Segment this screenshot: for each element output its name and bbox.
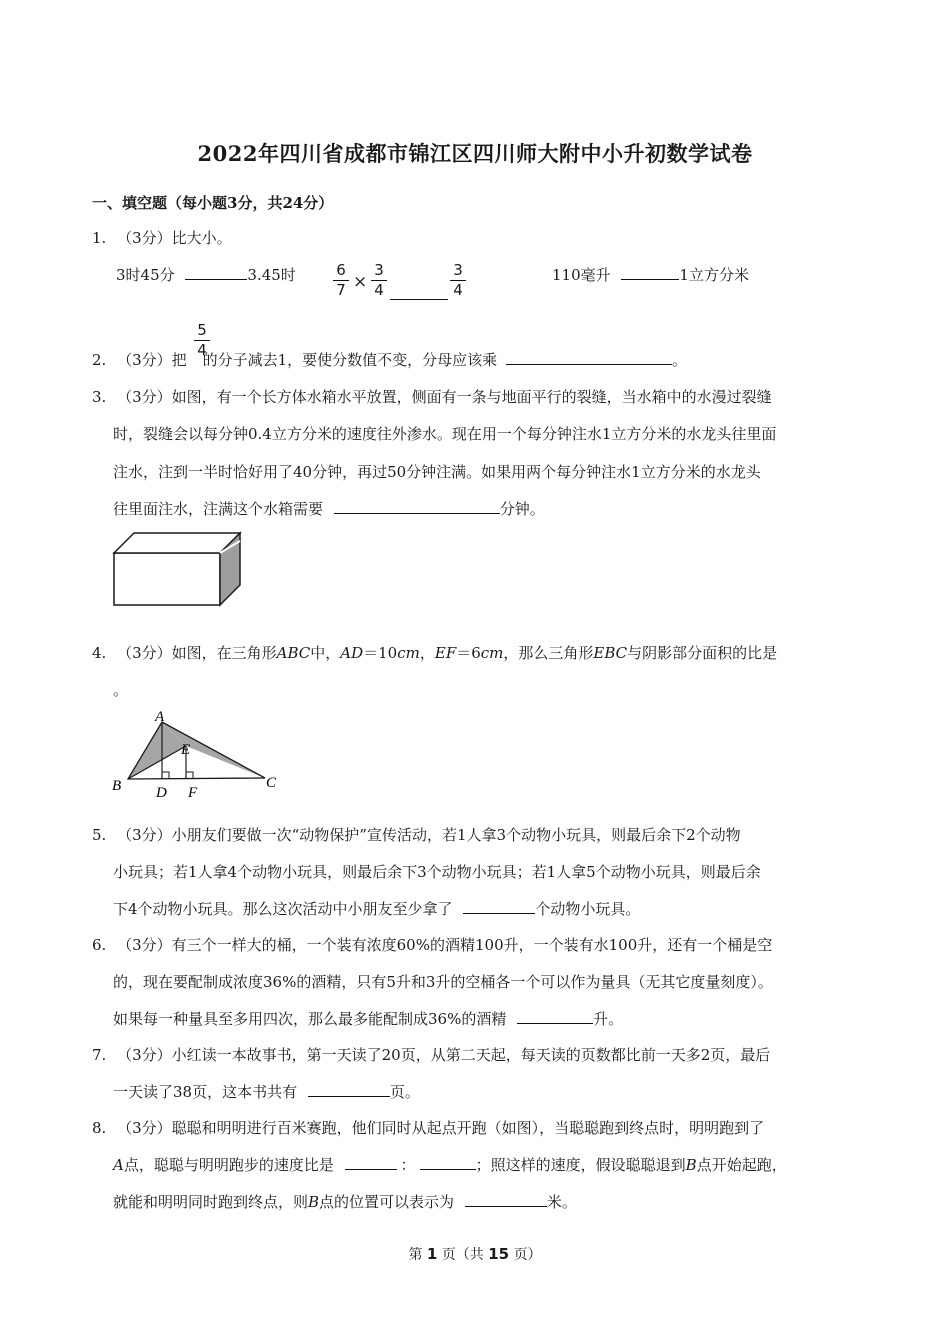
question-text: （3分）有三个一样大的桶，一个装有浓度60%的酒精100升，一个装有水100升，还有一个桶是空 [117,936,773,954]
question-text: 的，现在要配制成浓度36%的酒精，只有5升和3升的空桶各一个可以作为量具（无其它度量刻度）。 [113,973,773,991]
answer-blank[interactable] [390,299,448,300]
question-text: 如果每一种量具至多用四次，那么最多能配制成36%的酒精 升。 [113,1010,624,1028]
page-footer: 第 1 页（共 15 页） [408,1245,542,1263]
question-text: 小玩具；若1人拿4个动物小玩具，则最后余下3个动物小玩具；若1人拿5个动物小玩具，则最后余 [113,863,761,881]
question-1 [92,228,232,248]
page-number: 1 [426,1245,438,1263]
question-text: A点，聪聪与明明跑步的速度比是 ： ；照这样的速度，假设聪聪退到B点开始起跑， [113,1156,787,1174]
question-text: 就能和明明同时跑到终点，则B点的位置可以表示为 米。 [113,1193,577,1211]
compare-right: 3.45时 [247,266,296,284]
fraction-3-4-a: 3 4 [371,262,387,299]
question-text: 时，裂缝会以每分钟0.4立方分米的速度往外渗水。现在用一个每分钟注水1立方分米的水龙头往里面 [113,425,777,443]
compare-left: 110毫升 [552,266,611,284]
question-text: （3分）把 [117,351,187,369]
answer-blank[interactable] [465,1192,547,1207]
times-sign: × [353,272,368,292]
question-number: 2. [92,351,107,369]
question-number: 1. [92,229,107,247]
answer-blank[interactable] [517,1009,593,1024]
question-number: 7. [92,1046,107,1064]
answer-blank[interactable] [621,265,679,280]
answer-blank[interactable] [506,350,672,365]
label-A: A [155,709,165,725]
triangle-figure [108,706,288,802]
question-text: 注水，注到一半时恰好用了40分钟，再过50分钟注满。如果用两个每分钟注水1立方分米的水龙头 [113,463,761,481]
answer-blank[interactable] [334,499,500,514]
question-7 [92,1045,770,1065]
question-number: 8. [92,1119,107,1137]
question-text: （3分）比大小。 [117,229,232,247]
label-E: E [181,742,191,758]
compare-right: 1立方分米 [679,266,749,284]
question-text: （3分）小红读一本故事书，第一天读了20页，从第二天起，每天读的页数都比前一天多2页，最后 [117,1046,771,1064]
compare-item-3 [552,265,749,285]
section-heading: 一、填空题（每小题3分，共24分） [92,194,334,212]
question-3 [92,387,772,407]
label-B: B [112,778,122,794]
question-number: 3. [92,388,107,406]
fraction-5-4: 5 4 [194,322,210,359]
question-text: 的分子减去1，要使分数值不变，分母应该乘 [202,351,498,369]
compare-item-1 [116,265,296,285]
question-number: 5. [92,826,107,844]
compare-left: 3时45分 [116,266,175,284]
question-text: 一天读了38页，这本书共有 页。 [113,1083,420,1101]
question-text: 。 [113,681,129,699]
question-8 [92,1118,764,1138]
punctuation: 。 [671,351,687,369]
question-number: 6. [92,936,107,954]
question-text: （3分）小朋友们要做一次“动物保护”宣传活动，若1人拿3个动物小玩具，则最后余下2个动物 [117,826,741,844]
question-2 [92,350,687,370]
question-4: 4. （3分）如图，在三角形ABC中，AD＝10cm，EF＝6cm，那么三角形EBC与阴影部分面积的比是 [92,644,778,662]
question-text: 下4个动物小玩具。那么这次活动中小朋友至少拿了 个动物小玩具。 [113,900,641,918]
water-tank-figure [112,531,244,607]
label-F: F [188,785,198,801]
question-text: （3分）如图，有一个长方体水箱水平放置，侧面有一条与地面平行的裂缝，当水箱中的水漫过裂缝 [117,388,772,406]
answer-blank[interactable] [185,265,247,280]
question-text: （3分）聪聪和明明进行百米赛跑，他们同时从起点开跑（如图），当聪聪跑到终点时，明明跑到了 [117,1119,765,1137]
answer-blank[interactable] [308,1082,390,1097]
label-C: C [266,775,277,791]
question-6 [92,935,772,955]
fraction-6-7: 6 7 [333,262,349,299]
label-D: D [156,785,167,801]
answer-blank[interactable] [345,1155,397,1170]
answer-blank[interactable] [463,899,535,914]
answer-blank[interactable] [420,1155,476,1170]
page-total: 15 [488,1245,510,1263]
question-5 [92,825,741,845]
fraction-3-4-b: 3 4 [450,262,466,299]
page-title: 2022年四川省成都市锦江区四川师大附中小升初数学试卷 [197,141,753,166]
question-text: 往里面注水，注满这个水箱需要 分钟。 [113,500,545,518]
question-number: 4. [92,644,107,662]
